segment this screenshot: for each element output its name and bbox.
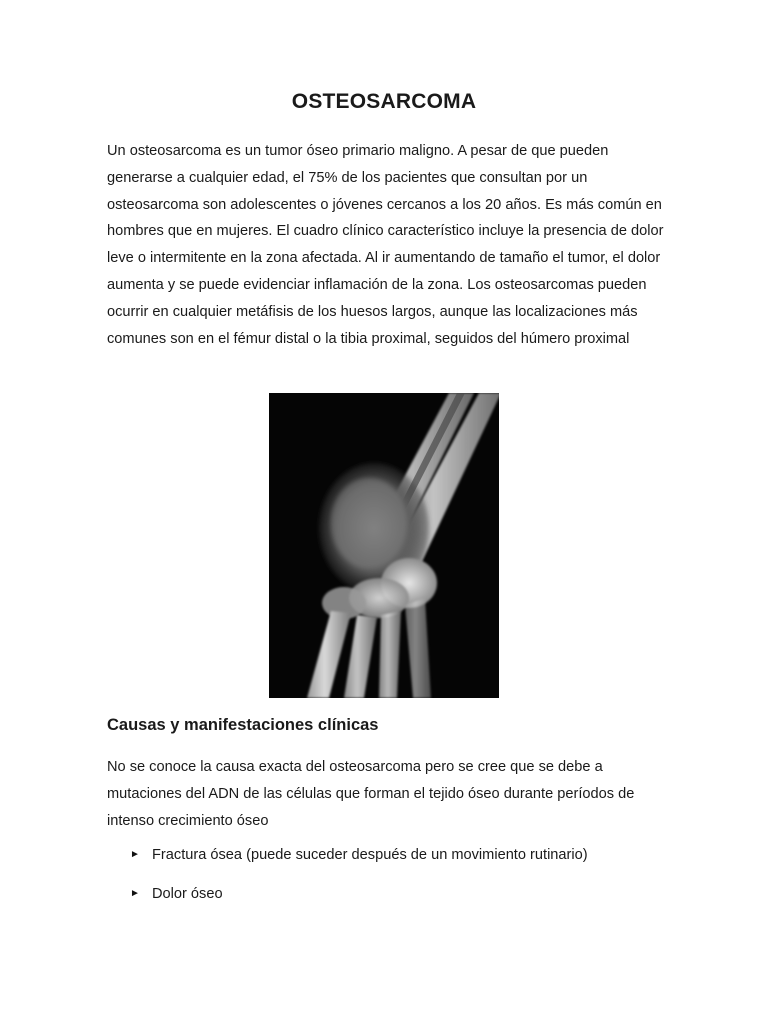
triangle-right-icon: ► xyxy=(130,888,140,899)
causes-paragraph: No se conoce la causa exacta del osteosarcoma pero se cree que se debe a mutaciones del ADN de las células que forman el tejido óseo durante períodos de intenso crecimiento óseo xyxy=(107,759,635,829)
list-item xyxy=(107,884,687,904)
intro-paragraph: Un osteosarcoma es un tumor óseo primario maligno. A pesar de que pueden generarse a cualquier edad, el 75% de los pacientes que consultan por un osteosarcoma son adolescentes o jóvenes cercanos a los 20 años. Es más común en hombres que en mujeres. El cuadro clínico característico incluye la presencia de dolor leve o intermitente en la zona afectada. Al ir aumentando de tamaño el tumor, el dolor aumenta y se puede evidenciar inflamación de la zona. Los osteosarcomas pueden ocurrir en cualquier metáfisis de los huesos largos, aunque las localizaciones más comunes son en el fémur distal o la tibia proximal, seguidos del húmero proximal xyxy=(107,143,664,347)
triangle-right-icon: ► xyxy=(130,849,140,860)
xray-image xyxy=(269,393,499,698)
symptom-list xyxy=(107,845,687,923)
section-heading: Causas y manifestaciones clínicas xyxy=(107,716,379,734)
list-item-text: Fractura ósea (puede suceder después de un movimiento rutinario) xyxy=(152,847,588,863)
list-item xyxy=(107,845,687,865)
list-item-text: Dolor óseo xyxy=(152,886,223,902)
page-title: OSTEOSARCOMA xyxy=(291,90,477,113)
